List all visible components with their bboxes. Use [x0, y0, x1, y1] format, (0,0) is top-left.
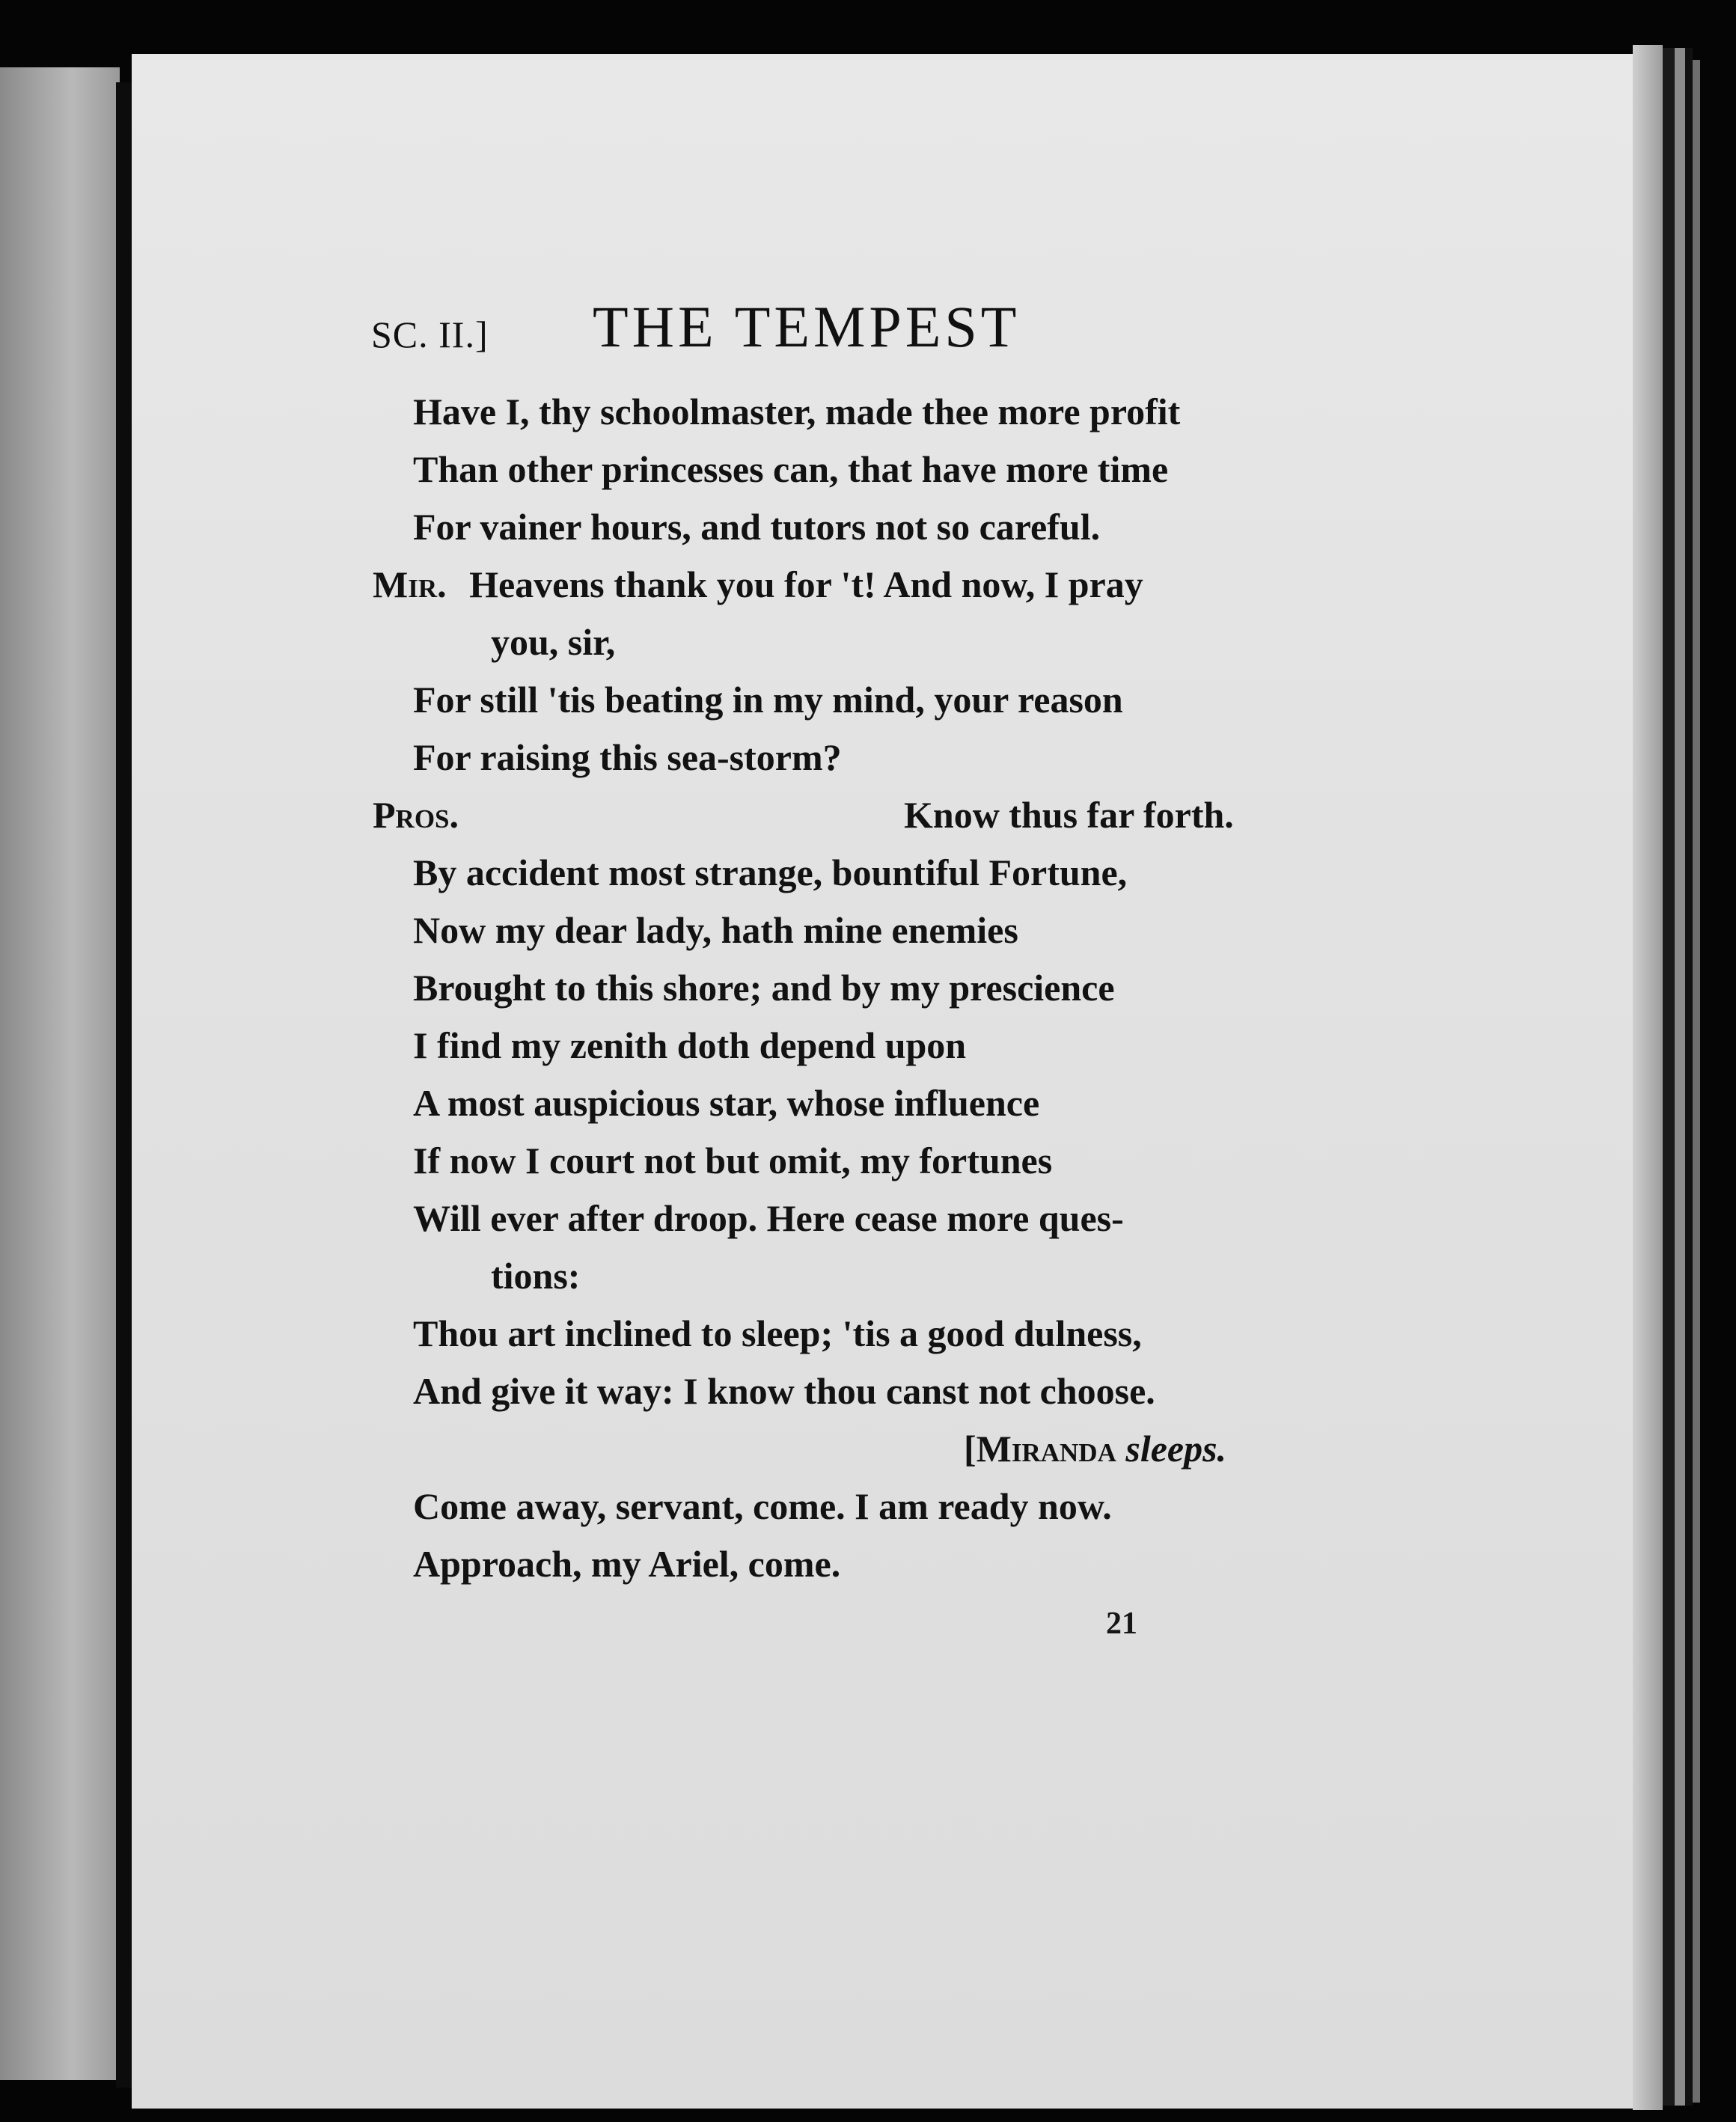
stage-action: sleeps.: [1125, 1428, 1227, 1470]
speech-line: [373, 792, 459, 837]
speaker-name: Mir.: [373, 563, 447, 605]
verse-line-text: tions:: [491, 1255, 581, 1297]
verse-line-text: Know thus far forth.: [904, 794, 1234, 836]
speaker-name: Pros.: [373, 794, 459, 836]
verse-line: [413, 908, 1018, 953]
verse-line-text: Than other princesses can, that have more time: [413, 448, 1169, 490]
verse-line-text: I find my zenith doth depend upon: [413, 1024, 967, 1066]
verse-line: [413, 1484, 1112, 1529]
speech-line: [373, 562, 1143, 607]
verse-line: [413, 1311, 1142, 1356]
verse-line-text: Heavens thank you for 't! And now, I pray: [469, 563, 1143, 605]
verse-line-continuation: [491, 620, 615, 664]
verse-line: [413, 965, 1115, 1010]
verse-line: [413, 504, 1100, 549]
verse-line-text: Now my dear lady, hath mine enemies: [413, 909, 1018, 951]
verse-line-text: Approach, my Ariel, come.: [413, 1543, 841, 1585]
verse-line: [413, 1369, 1155, 1413]
verse-line: [413, 677, 1123, 722]
verse-line: [413, 850, 1127, 895]
verse-line: [413, 1541, 840, 1586]
verse-line-continuation: [491, 1253, 580, 1298]
verse-line-text: And give it way: I know thou canst not choose.: [413, 1370, 1155, 1412]
verse-line-text: you, sir,: [491, 621, 616, 663]
verse-line: [413, 1138, 1052, 1183]
verse-line: [413, 735, 842, 780]
verse-line-text: Come away, servant, come. I am ready now.: [413, 1485, 1112, 1527]
verse-line-text: Thou art inclined to sleep; 'tis a good dulness,: [413, 1312, 1142, 1354]
scene-reference: SC. II.]: [371, 314, 489, 355]
verse-line-text: Will ever after droop. Here cease more ques-: [413, 1197, 1124, 1239]
verse-line: [413, 1023, 966, 1068]
verse-line: [413, 1196, 1124, 1241]
verse-line-text: By accident most strange, bountiful Fortune,: [413, 851, 1128, 893]
verse-line-text: For still 'tis beating in my mind, your reason: [413, 679, 1123, 721]
verse-line-text: For raising this sea-storm?: [413, 736, 842, 778]
verse-line-text: Have I, thy schoolmaster, made thee more profit: [413, 391, 1181, 432]
verse-line-text: A most auspicious star, whose influence: [413, 1082, 1040, 1124]
verse-line-text: Brought to this shore; and by my prescience: [413, 967, 1115, 1009]
verse-line-text: If now I court not but omit, my fortunes: [413, 1140, 1053, 1181]
verse-line-half: [904, 792, 1234, 837]
page-number: 21: [1106, 1606, 1137, 1641]
verse-line: [413, 447, 1168, 492]
verse-line-text: For vainer hours, and tutors not so careful.: [413, 506, 1101, 548]
play-title: THE TEMPEST: [593, 294, 1021, 359]
verse-line: [413, 389, 1180, 434]
stage-character: Miranda: [976, 1428, 1116, 1470]
verse-line: [413, 1080, 1039, 1125]
stage-direction: [964, 1426, 1226, 1471]
stage-bracket: [: [964, 1428, 977, 1470]
